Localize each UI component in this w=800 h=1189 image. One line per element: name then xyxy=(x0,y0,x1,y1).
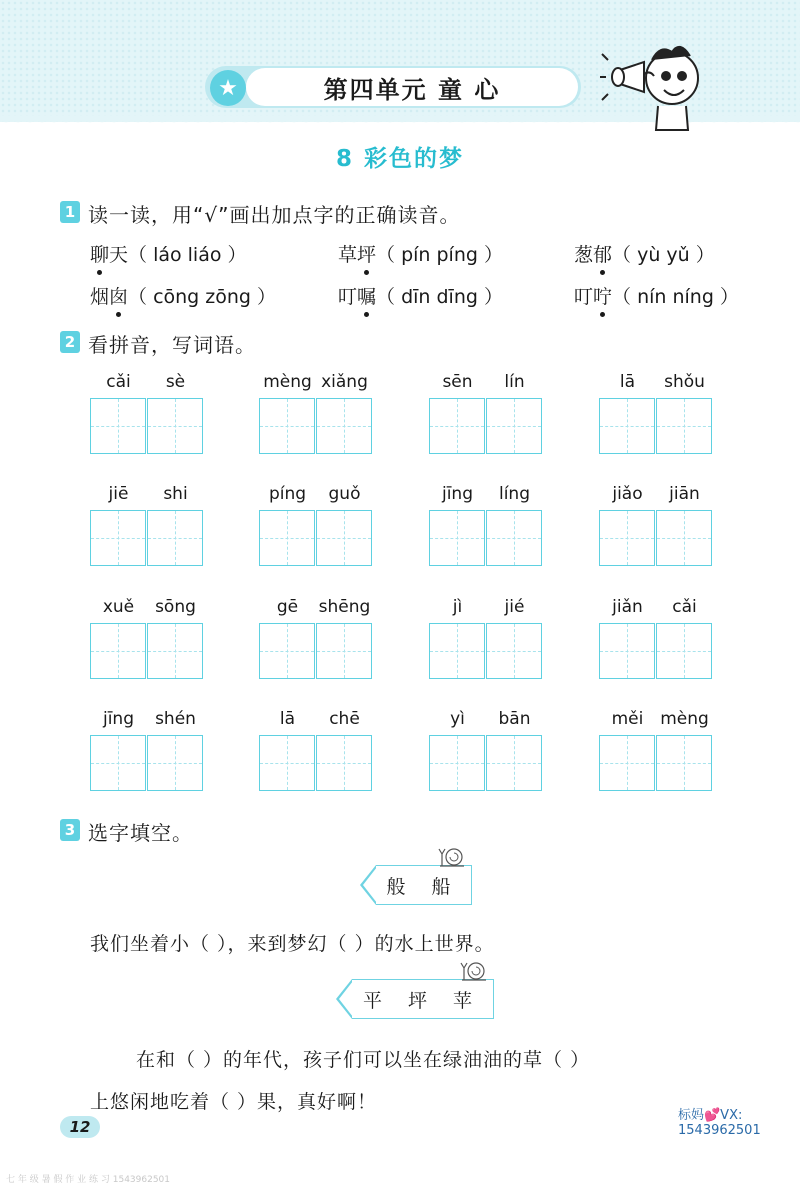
word-cell xyxy=(90,709,204,803)
page-number: 12 xyxy=(60,1116,100,1138)
writing-box[interactable] xyxy=(486,735,542,791)
choice-tag-2: 平 坪 苹 xyxy=(352,979,494,1019)
reading-item: 聊天（ láo liáo ） xyxy=(90,244,247,266)
word-cell xyxy=(599,484,713,578)
pinyin-label: cǎi xyxy=(106,372,131,392)
word-cell xyxy=(259,597,373,691)
writing-box[interactable] xyxy=(599,510,655,566)
watermark-line-2: 1543962501 xyxy=(678,1123,761,1138)
writing-box[interactable] xyxy=(599,623,655,679)
pinyin-label: píng xyxy=(268,484,307,504)
writing-box[interactable] xyxy=(486,623,542,679)
writing-box[interactable] xyxy=(90,398,146,454)
writing-box[interactable] xyxy=(147,623,203,679)
pinyin-label: yì xyxy=(450,709,465,729)
pinyin-label: xiǎng xyxy=(321,372,368,392)
writing-box[interactable] xyxy=(429,735,485,791)
pinyin-label: bān xyxy=(498,709,531,729)
pinyin-label: jì xyxy=(452,597,463,617)
pinyin-label: měi xyxy=(611,709,644,729)
pinyin-label: gē xyxy=(276,597,299,617)
word-cell xyxy=(599,709,713,803)
writing-box[interactable] xyxy=(259,623,315,679)
writing-box[interactable] xyxy=(147,735,203,791)
pinyin-label: chē xyxy=(329,709,360,729)
pinyin-label: lā xyxy=(279,709,296,729)
pinyin-label: sēn xyxy=(442,372,473,392)
writing-box[interactable] xyxy=(90,510,146,566)
pinyin-label: jīng xyxy=(441,484,473,504)
watermark-bottom: 七 年 级 暑 假 作 业 练 习 1543962501 xyxy=(6,1175,171,1185)
fill-sentence-1: 我们坐着小（ ），来到梦幻（ ）的水上世界。 xyxy=(90,933,495,955)
reading-item: 叮嘱（ dīn dīng ） xyxy=(338,286,503,308)
word-cell xyxy=(599,372,713,466)
pinyin-label: shǒu xyxy=(664,372,705,392)
mascot-megaphone-icon xyxy=(600,30,710,140)
pinyin-label: xuě xyxy=(102,597,135,617)
pinyin-label: shi xyxy=(163,484,188,504)
writing-box[interactable] xyxy=(259,735,315,791)
choice-tag-1: 般 船 xyxy=(376,865,472,905)
writing-box[interactable] xyxy=(429,623,485,679)
pinyin-label: líng xyxy=(498,484,530,504)
reading-item: 草坪（ pín píng ） xyxy=(338,244,503,266)
word-cell xyxy=(599,597,713,691)
pinyin-label: sè xyxy=(165,372,186,392)
writing-box[interactable] xyxy=(316,398,372,454)
writing-box[interactable] xyxy=(656,623,712,679)
section-number-3: 3 xyxy=(60,819,80,841)
word-cell xyxy=(90,597,204,691)
writing-box[interactable] xyxy=(656,735,712,791)
pinyin-label: mèng xyxy=(660,709,709,729)
writing-box[interactable] xyxy=(147,510,203,566)
writing-box[interactable] xyxy=(147,398,203,454)
writing-box[interactable] xyxy=(259,398,315,454)
word-cell xyxy=(259,709,373,803)
word-cell xyxy=(90,372,204,466)
section-number-1: 1 xyxy=(60,201,80,223)
writing-box[interactable] xyxy=(656,398,712,454)
pinyin-label: lín xyxy=(504,372,525,392)
pinyin-label: shén xyxy=(155,709,196,729)
writing-box[interactable] xyxy=(599,398,655,454)
section-title-1: 读一读，用“√”画出加点字的正确读音。 xyxy=(88,203,461,227)
reading-item: 烟囱（ cōng zōng ） xyxy=(90,286,277,308)
section-number-2: 2 xyxy=(60,331,80,353)
pinyin-label: guǒ xyxy=(328,484,361,504)
pinyin-label: jīng xyxy=(102,709,134,729)
fill-sentence-2a: 在和（ ）的年代，孩子们可以坐在绿油油的草（ ） xyxy=(136,1049,591,1071)
lesson-title: 8 彩色的梦 xyxy=(335,146,464,172)
writing-box[interactable] xyxy=(599,735,655,791)
pinyin-label: sōng xyxy=(155,597,196,617)
snail-icon xyxy=(460,960,488,982)
pinyin-label: jiǎo xyxy=(612,484,643,504)
word-cell xyxy=(429,597,543,691)
writing-box[interactable] xyxy=(486,398,542,454)
pinyin-label: shēng xyxy=(318,597,371,617)
writing-box[interactable] xyxy=(656,510,712,566)
word-cell xyxy=(259,372,373,466)
writing-box[interactable] xyxy=(316,735,372,791)
snail-icon xyxy=(438,846,466,868)
star-icon: ★ xyxy=(210,70,246,106)
watermark xyxy=(678,1108,761,1138)
section-title-2: 看拼音，写词语。 xyxy=(88,333,256,357)
writing-box[interactable] xyxy=(259,510,315,566)
word-cell xyxy=(259,484,373,578)
writing-box[interactable] xyxy=(429,510,485,566)
watermark-line-1: 标妈💕VX: xyxy=(678,1108,743,1123)
reading-item: 叮咛（ nín níng ） xyxy=(574,286,739,308)
reading-item: 葱郁（ yù yǔ ） xyxy=(574,244,715,266)
pinyin-label: jiǎn xyxy=(612,597,643,617)
pinyin-label: lā xyxy=(619,372,636,392)
writing-box[interactable] xyxy=(429,398,485,454)
pinyin-label: jié xyxy=(504,597,525,617)
section-title-3: 选字填空。 xyxy=(88,821,193,845)
writing-box[interactable] xyxy=(90,623,146,679)
writing-box[interactable] xyxy=(486,510,542,566)
word-cell xyxy=(429,372,543,466)
writing-box[interactable] xyxy=(90,735,146,791)
pinyin-label: jiān xyxy=(669,484,700,504)
word-cell xyxy=(90,484,204,578)
unit-title: 第四单元 童 心 xyxy=(246,68,578,106)
word-cell xyxy=(429,709,543,803)
writing-box[interactable] xyxy=(316,510,372,566)
writing-box[interactable] xyxy=(316,623,372,679)
fill-sentence-2b: 上悠闲地吃着（ ）果，真好啊！ xyxy=(90,1091,378,1113)
pinyin-label: mèng xyxy=(263,372,312,392)
pinyin-label: cǎi xyxy=(672,597,697,617)
pinyin-label: jiē xyxy=(108,484,129,504)
word-cell xyxy=(429,484,543,578)
